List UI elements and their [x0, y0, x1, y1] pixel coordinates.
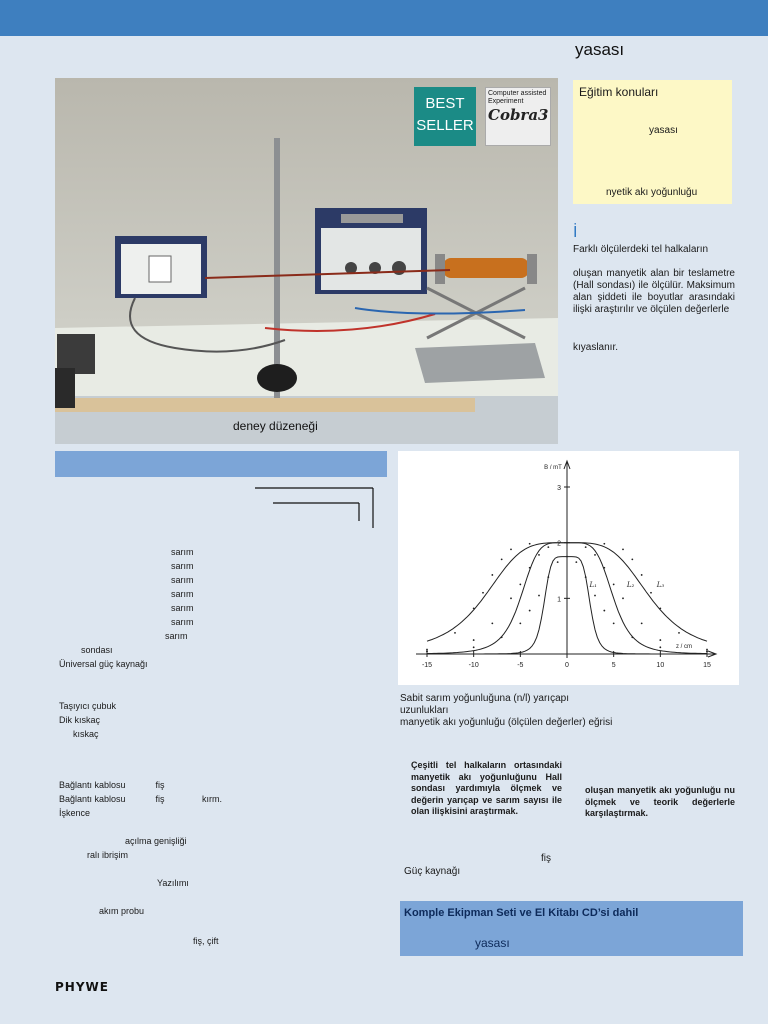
equipment-item: kıskaç — [73, 729, 99, 739]
x-tick-label: 15 — [703, 662, 711, 669]
best-seller-line2: SELLER — [416, 117, 474, 134]
data-point — [622, 548, 624, 550]
data-point — [659, 646, 661, 648]
cobra3-line1: Computer assisted — [488, 90, 547, 97]
y-axis-label: B / mT — [544, 465, 562, 471]
data-point — [547, 576, 549, 578]
task-text-right: oluşan manyetik akı yoğunluğu nu ölçmek ve teorik değerlerle karşılaştırmak. — [585, 785, 735, 818]
equipment-item: sarım — [171, 547, 194, 557]
task-item-2: Güç kaynağı — [404, 866, 461, 877]
x-axis-label: z / cm — [676, 644, 692, 650]
description-heading: İ — [573, 224, 578, 241]
photo-caption: deney düzeneği — [233, 419, 318, 433]
data-point — [426, 649, 428, 651]
data-point — [585, 576, 587, 578]
data-point — [678, 632, 680, 634]
data-point — [603, 543, 605, 545]
equipment-item: açılma genişliği — [125, 836, 187, 846]
equipment-item: Dik kıskaç — [59, 715, 101, 725]
data-point — [641, 622, 643, 624]
data-point — [603, 567, 605, 569]
equipment-item: sarım — [165, 631, 188, 641]
y-tick-label: 3 — [557, 485, 561, 492]
data-point — [650, 592, 652, 594]
equipment-item: sarım — [171, 617, 194, 627]
field-profile-chart — [398, 451, 739, 685]
data-point — [426, 650, 428, 652]
data-point — [566, 542, 568, 544]
data-point — [473, 607, 475, 609]
description-para-2: oluşan manyetik alan bir teslametre (Hall sondası) ile ölçülür. Maksimum alan şiddeti ile boyutlar arasındaki ilişki araştırılır ve ölçülen değerlerle — [573, 268, 735, 315]
data-point — [585, 546, 587, 548]
data-point — [659, 639, 661, 641]
x-tick-label: 0 — [565, 662, 569, 669]
data-point — [482, 592, 484, 594]
data-point — [538, 554, 540, 556]
topics-line-1: yasası — [649, 125, 678, 136]
topics-heading: Eğitim konuları — [579, 85, 659, 99]
y-tick-label: 1 — [557, 596, 561, 604]
equipment-item: ralı ibrişim — [87, 850, 129, 860]
equipment-item: Bağlantı kablosu fiş kırm. — [59, 794, 223, 804]
data-point — [529, 543, 531, 545]
equipment-item: akım probu — [99, 906, 145, 916]
data-point — [501, 558, 503, 560]
data-point — [622, 597, 624, 599]
graph-caption-line-2: uzunlukları — [400, 705, 449, 716]
description-para-3: kıyaslanır. — [573, 342, 619, 353]
data-point — [594, 554, 596, 556]
equipment-item: sarım — [171, 561, 194, 571]
data-point — [575, 561, 577, 563]
data-point — [613, 622, 615, 624]
series-label: L₃ — [656, 581, 665, 590]
x-tick-label: 5 — [611, 662, 616, 669]
equipment-item: Üniversal güç kaynağı — [59, 659, 148, 669]
equipment-header-lines — [255, 486, 385, 530]
data-point — [473, 646, 475, 648]
page-title: yasası — [575, 40, 625, 59]
cobra3-brand: Cobra3 — [488, 106, 549, 124]
data-point — [566, 556, 568, 558]
x-tick-label: 10 — [656, 662, 665, 669]
topics-line-2: nyetik akı yoğunluğu — [606, 187, 698, 198]
setup-photo-illustration — [55, 78, 558, 444]
graph-caption-line-1: Sabit sarım yoğunluğuna (n/l) yarıçapı — [400, 693, 569, 704]
equipment-item: fiş, çift — [193, 936, 219, 946]
data-point — [594, 595, 596, 597]
phywe-logo: PHYWE — [55, 980, 109, 994]
data-point — [706, 650, 708, 652]
task-text-left: Çeşitli tel halkaların ortasındaki manyetik akı yoğunluğunu Hall sondası yardımıyla ölçmek ve değerin yarıçap ve sarım sayısı ile olan ilişkisini araştırmak. — [411, 760, 562, 816]
data-point — [659, 607, 661, 609]
equipment-item: sarım — [171, 575, 194, 585]
y-tick-label: 2 — [557, 540, 561, 548]
cobra3-line2: Experiment — [488, 98, 524, 105]
data-point — [538, 595, 540, 597]
data-point — [631, 558, 633, 560]
equipment-item: Bağlantı kablosu fiş — [59, 780, 165, 790]
x-tick-label: -10 — [468, 662, 479, 669]
data-point — [529, 567, 531, 569]
kit-info-heading: Komple Ekipman Seti ve El Kitabı CD’si dahil — [404, 907, 639, 919]
data-point — [519, 622, 521, 624]
equipment-item: sarım — [171, 603, 194, 613]
cobra3-badge — [485, 87, 551, 146]
data-point — [603, 610, 605, 612]
data-point — [454, 632, 456, 634]
equipment-item: sondası — [81, 645, 113, 655]
equipment-item: İşkence — [59, 808, 91, 818]
description-para-1: Farklı ölçülerdeki tel halkaların — [573, 244, 709, 255]
data-point — [547, 546, 549, 548]
series-label: L₁ — [589, 581, 598, 590]
equipment-header-bar — [55, 451, 387, 477]
best-seller-badge — [414, 87, 476, 146]
graph-panel — [398, 451, 739, 685]
data-point — [557, 561, 559, 563]
data-point — [491, 574, 493, 576]
data-point — [706, 649, 708, 651]
data-point — [510, 548, 512, 550]
data-point — [491, 622, 493, 624]
data-point — [529, 610, 531, 612]
equipment-item: Yazılımı — [157, 878, 189, 888]
best-seller-line1: BEST — [425, 95, 465, 112]
data-point — [510, 597, 512, 599]
equipment-item: Taşıyıcı çubuk — [59, 701, 117, 711]
data-point — [473, 639, 475, 641]
data-point — [519, 584, 521, 586]
setup-photo — [55, 78, 558, 444]
top-banner — [0, 0, 768, 36]
graph-caption-line-3: manyetik akı yoğunluğu (ölçülen değerler) eğrisi — [400, 717, 613, 728]
data-point — [641, 574, 643, 576]
x-tick-label: -15 — [421, 662, 433, 669]
kit-info-subtitle: yasası — [475, 936, 510, 950]
data-point — [613, 584, 615, 586]
series-label: L₂ — [626, 581, 635, 590]
equipment-item: sarım — [171, 589, 194, 599]
task-item-1: fiş — [541, 853, 551, 864]
x-tick-label: -5 — [517, 662, 524, 669]
